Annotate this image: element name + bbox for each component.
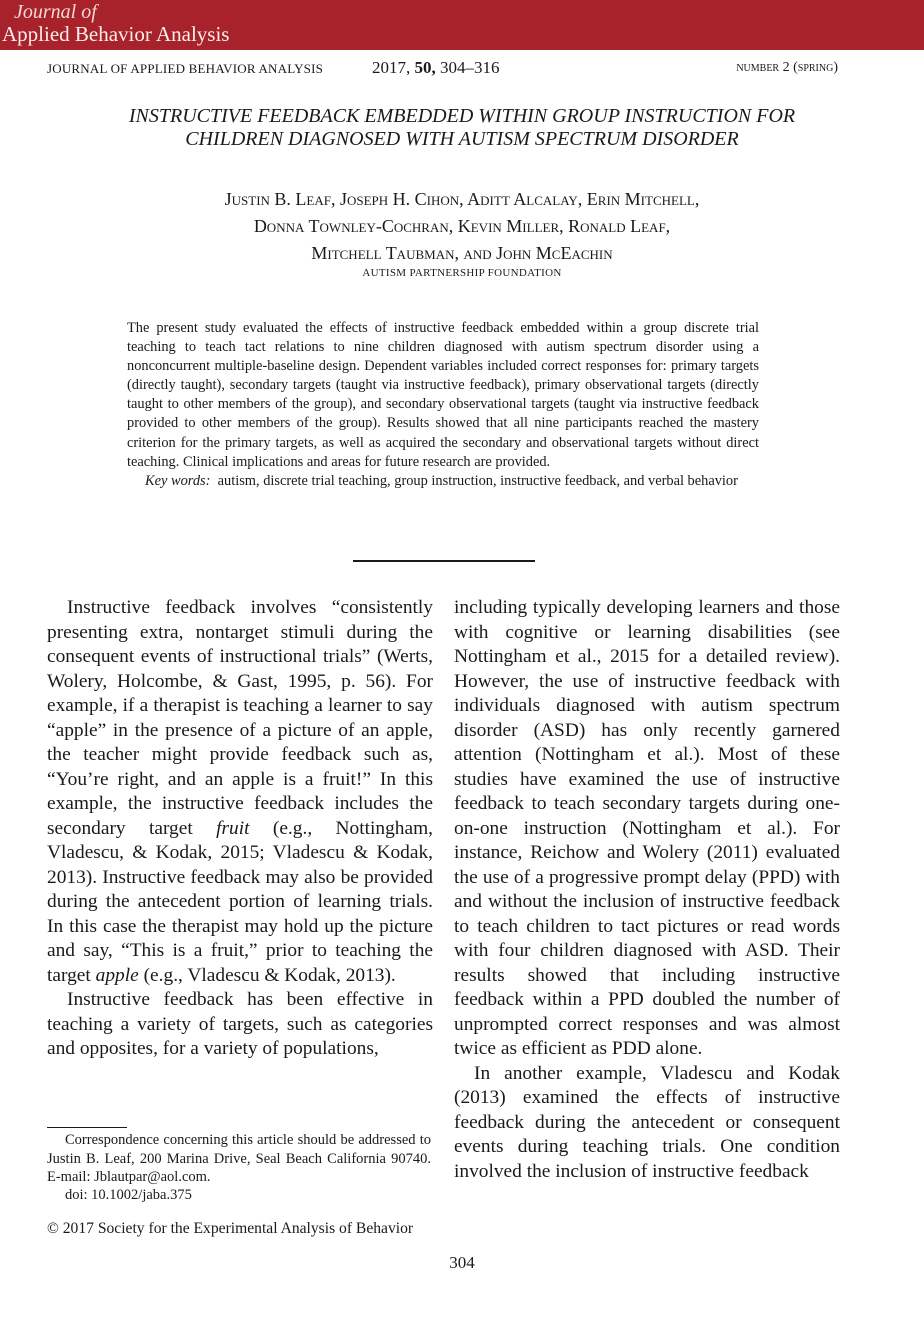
footnote-text: Correspondence concerning this article should be addressed to Justin B. Leaf, 200 Marina Drive, Seal Beach California 90740. E-mail: Jblautpar@aol.com. [47,1132,431,1185]
citation-year: 2017, [372,58,411,77]
body-paragraph: In another example, Vladescu and Kodak (2013) examined the effects of instructive feedback during the antecedent or consequent events during teaching trials. One condition involved the inclusion of instructive feedback [454,1062,840,1182]
citation-volume: 50, [414,58,436,77]
emphasis-fruit: fruit [216,817,250,839]
body-paragraph [47,596,433,988]
body-column-right [454,596,840,1184]
affiliation: AUTISM PARTNERSHIP FOUNDATION [362,267,562,279]
running-head-issue: number 2 (spring) [736,60,838,75]
abstract [127,319,759,491]
author-line: Justin B. Leaf, Joseph H. Cihon, Aditt Alcalay, Erin Mitchell, [224,189,700,209]
article-title: INSTRUCTIVE FEEDBACK EMBEDDED WITHIN GROUP INSTRUCTION FOR CHILDREN DIAGNOSED WITH AUTISM SPECTRUM DISORDER [128,105,796,150]
keywords-label: Key words: [145,472,211,489]
doi: doi: 10.1002/jaba.375 [65,1187,192,1203]
running-head-citation [372,58,500,78]
body-text: Instructive feedback involves “consistently presenting extra, nontarget stimuli during the consequent events of instructional trials” (Werts, Wolery, Holcombe, & Gast, 1995, p. 56). For example, if a therapist is teaching a learner to say “apple” in the presence of a picture of an apple, the teacher might provide feedback such as, “You’re right, and an apple is a fruit!” In this example, the instructive feedback includes the secondary target [47,597,433,839]
author-list [100,186,824,267]
author-line: Mitchell Taubman, and John McEachin [311,243,613,263]
banner-journal-word: Journal of [14,1,97,23]
body-column-left [47,596,433,1062]
body-text: (e.g., Vladescu & Kodak, 2013). [138,964,396,986]
abstract-text: The present study evaluated the effects of instructive feedback embedded within a group discrete trial teaching to teach tact relations to nine children diagnosed with autism spectrum disorder using a nonconcurrent multiple-baseline design. Dependent variables included correct responses for: primary targets (directly taught), secondary targets (taught via instructive feedback), primary observational targets (directly taught to other members of the group), and secondary observational targets (taught via instructive feedback provided to other members of the group). Results showed that all nine participants reached the mastery criterion for the primary targets, as well as acquired the secondary and observational targets without direct teaching. Clinical implications and areas for future research are provided. [127,320,759,470]
running-head-journal: JOURNAL OF APPLIED BEHAVIOR ANALYSIS [47,61,324,76]
section-divider [353,560,535,562]
keywords [127,472,759,491]
keywords-list: autism, discrete trial teaching, group instruction, instructive feedback, and verbal behavior [217,472,738,489]
copyright: © 2017 Society for the Experimental Analysis of Behavior [47,1220,414,1237]
body-paragraph: including typically developing learners and those with cognitive or learning disabilities (see Nottingham et al., 2015 for a detailed review). However, the use of instructive feedback with individuals diagnosed with autism spectrum disorder (ASD) has only recently garnered attention (Nottingham et al.). Most of these studies have examined the use of instructive feedback to teach secondary targets during one-on-one instruction (Nottingham et al.). For instance, Reichow and Wolery (2011) evaluated the use of a progressive prompt delay (PPD) with and without the inclusion of instructive feedback to teach children to tact pictures or read words with four children diagnosed with ASD. Their results showed that including instructive feedback within a PPD doubled the number of unprompted correct responses and was almost twice as efficient as PDD alone. [454,597,840,1059]
correspondence-footnote [47,1131,431,1187]
emphasis-apple: apple [95,964,139,986]
body-paragraph: Instructive feedback has been effective in teaching a variety of targets, such as categories and opposites, for a variety of populations, [47,989,433,1059]
body-text: (e.g., Nottingham, Vladescu, & Kodak, 2015; Vladescu & Kodak, 2013). Instructive feedback may also be provided during the antecedent portion of learning trials. In this case the therapist may hold up the picture and say, “This is a fruit,” prior to teaching the target [47,817,434,986]
author-line: Donna Townley-Cochran, Kevin Miller, Ronald Leaf, [253,216,671,236]
page-number: 304 [449,1253,475,1272]
journal-banner [0,0,924,50]
citation-pages: 304–316 [440,58,500,77]
footnote-rule [47,1127,127,1128]
banner-journal-title: Applied Behavior Analysis [2,22,230,46]
